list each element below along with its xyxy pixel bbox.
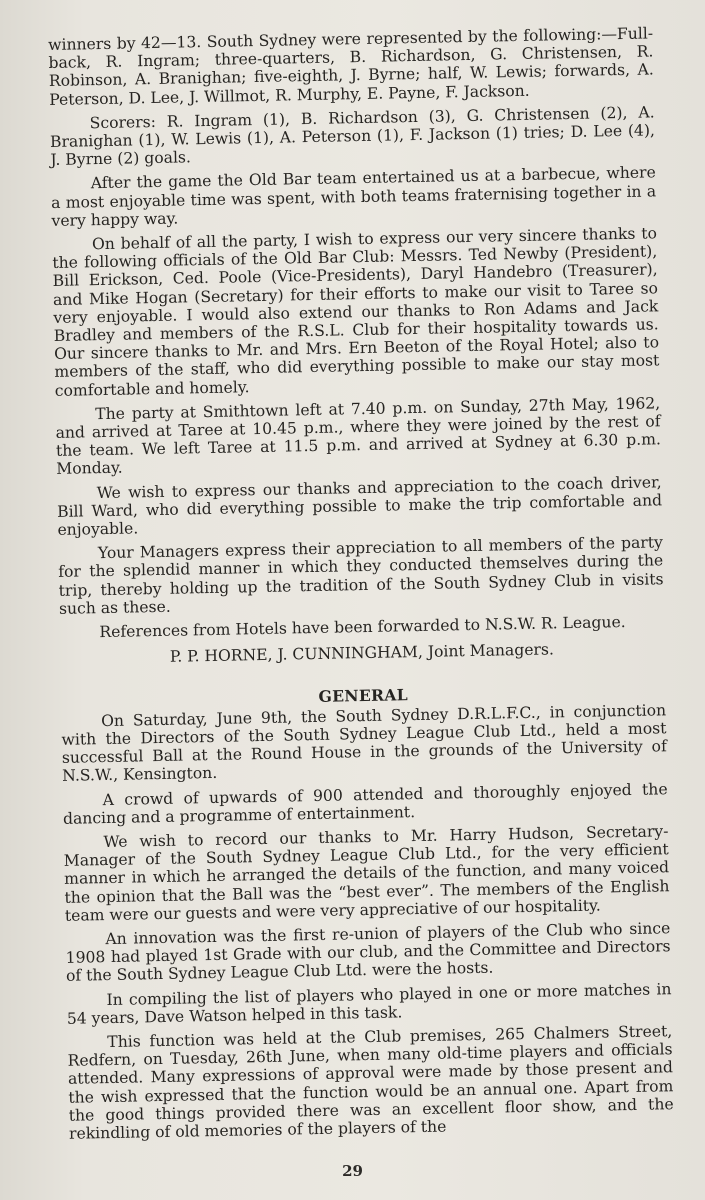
body-text: [48, 24, 674, 1143]
paragraph: An innovation was the first re-union of players of the Club who since 1908 had played 1st Grade with our club, and the Committee and Directors of the South Sydney League Club Ltd. were the hosts.: [65, 919, 671, 986]
paragraph: In compiling the list of players who played in one or more matches in 54 years, Dave Watson helped in this task.: [66, 979, 672, 1028]
paragraph: winners by 42—13. South Sydney were represented by the following:—Full-back, R. Ingram; three-quarters, B. Richardson, G. Christensen, R. Robinson, A. Branighan; five-eighth, J. Byrne; half, W. Lewis; forwards, A. Peterson, D. Lee, J. Willmot, R. Murphy, E. Payne, F. Jackson.: [48, 24, 654, 109]
signature-line: P. P. HORNE, J. CUNNINGHAM, Joint Managers.: [169, 640, 555, 667]
paragraph: A crowd of upwards of 900 attended and thoroughly enjoyed the dancing and a programme of entertainment.: [62, 779, 668, 828]
paragraph: References from Hotels have been forwarded to N.S.W. R. League.: [99, 613, 626, 642]
paragraph: We wish to record our thanks to Mr. Harry Hudson, Secretary-Manager of the South Sydney League Club Ltd., for the very efficient manner in which he arranged the details of the function, and many voiced the opinion that the Ball was the “best ever”. The members of the English team were our guests and were very appreciative of our hospitality.: [63, 822, 670, 925]
section-heading: GENERAL: [318, 684, 409, 706]
paragraph: Your Managers express their appreciation to all members of the party for the splendid manner in which they conducted themselves during the trip, thereby holding up the tradition of the South Sydney Club in visits such as these.: [58, 533, 664, 618]
paragraph: On behalf of all the party, I wish to express our very sincere thanks to the following officials of the Old Bar Club: Messrs. Ted Newby (President), Bill Erickson, Ced. Poole (Vice-Presidents), Daryl Handebro (Treasurer), and Mike Hogan (Secretary) for their efforts to make our visit to Taree so very enjoyable. I would also extend our thanks to Ron Adams and Jack Bradley and members of the R.S.L. Club for their hospitality towards us. Our sincere thanks to Mr. and Mrs. Ern Beeton of the Royal Hotel; also to members of the staff, who did everything possible to make our stay most comfortable and homely.: [52, 224, 660, 400]
paragraph: After the game the Old Bar team entertained us at a barbecue, where a most enjoyable time was spent, with both teams fraternising together in a very happy way.: [51, 163, 657, 230]
page-number: 29: [342, 1162, 363, 1180]
paragraph: On Saturday, June 9th, the South Sydney D.R.L.F.C., in conjunction with the Directors of the South Sydney League Club Ltd., held a most successful Ball at the Round House in the grounds of the University of N.S.W., Kensington.: [61, 700, 667, 786]
paragraph: We wish to express our thanks and appreciation to the coach driver, Bill Ward, who did everything possible to make the trip comfortable and enjoyable.: [56, 472, 663, 539]
paragraph: The party at Smithtown left at 7.40 p.m. on Sunday, 27th May, 1962, and arrived at Taree at 10.45 p.m., where they were joined by the rest of the team. We left Taree at 11.5 p.m. and arrived at Sydney at 6.30 p.m. Monday.: [55, 394, 662, 479]
paragraph: Scorers: R. Ingram (1), B. Richardson (3), G. Christensen (2), A. Branighan (1), W. Lewis (1), A. Peterson (1), F. Jackson (1) tries; D. Lee (4), J. Byrne (2) goals.: [49, 103, 656, 170]
paragraph: This function was held at the Club premises, 265 Chalmers Street, Redfern, on Tuesday, 26th June, when many old-time players and officials attended. Many expressions of approval were made by those present and the wish expressed that the function would be an annual one. Apart from the good things provided there was an excellent floor show, and the rekindling of old memories of the players of the: [67, 1022, 674, 1143]
